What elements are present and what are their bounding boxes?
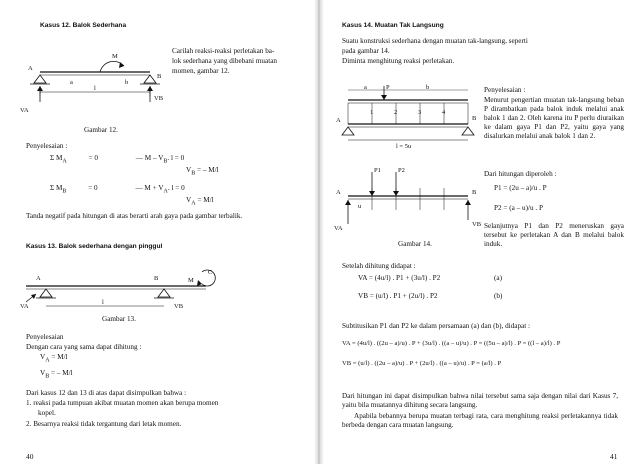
figure-13 [20, 262, 216, 312]
final-paragraph-2: Apabila bebannya berupa muatan terbagi rata, cara menghitung reaksi perletakannya tidak berbeda dengan cara muatan langsung. [342, 412, 618, 429]
case12-desc-line3: momen, gambar 12. [172, 67, 230, 75]
vb13-eq: $V_B$ = – M/l [40, 369, 73, 380]
fig12-label-VA: VA [20, 107, 29, 114]
fig14-label-span: l = 5u [396, 143, 412, 150]
fig14-label-b: b [426, 84, 430, 91]
fig14-caption: Gambar 14. [398, 240, 432, 248]
fig13-label-C: C [208, 269, 213, 276]
fig12-label-l: l [94, 85, 96, 92]
fig14-label-u: u [358, 203, 362, 210]
vb-full-equation: VB = (u/l) . ((2u – a)/u) . P + (2u/l) . ((a – u)/u) . P = (a/l) . P [342, 360, 502, 367]
fig14-label-n3: 3 [418, 109, 422, 116]
fig14-label-P2: P2 [398, 167, 405, 174]
conclusion-1a: 1. reaksi pada tumpuan akibat muatan momen akan berupa momen [26, 399, 219, 407]
solution-label: Penyelesaian : [26, 142, 68, 150]
fig13-label-VA: VA [20, 303, 29, 310]
final-paragraph-1: Dari hitungan ini dapat disimpulkan bahwa nilai tersebut sama saja dengan nilai dari Kasus 7, yaitu bila muatannya dihitung secara langsung. [342, 392, 618, 409]
case14-title: Kasus 14. Muatan Tak Langsung [342, 22, 444, 29]
fig14-label-VA: VA [334, 225, 343, 232]
fig14-label-n2: 2 [394, 109, 398, 116]
intro-line3: Diminta menghitung reaksi perletakan. [342, 57, 455, 65]
eq1: Σ $M_A = 0$ — M – $V_B$. l = 0 [50, 154, 185, 165]
fig12-label-A: A [28, 65, 33, 72]
solution13-label: Penyelesaian [26, 333, 64, 341]
fig14-label-P: P [386, 84, 390, 91]
page-number-left: 40 [26, 452, 34, 461]
fig14-label-VB: VB [472, 221, 482, 228]
conclusion-2: 2. Besarnya reaksi tidak tergantung dari letak momen. [26, 420, 182, 428]
fig14-label-P1: P1 [374, 167, 381, 174]
dari-hitungan: Dari hitungan diperoleh : [484, 170, 557, 178]
intro-line1: Suatu konstruksi sederhana dengan muatan tak-langsung, seperti [342, 37, 528, 45]
conclusion-1b: kopel. [38, 409, 56, 417]
p1-equation: P1 = (2u – a)/u . P [494, 184, 547, 192]
case12-desc-line1: Carilah reaksi-reaksi perletakan ba- [172, 47, 275, 55]
fig14-label-n1: 1 [370, 109, 374, 116]
fig12-caption: Gambar 12. [84, 126, 118, 134]
setelah-dihitung: Setelah dihitung didapat : [342, 262, 416, 270]
fig13-label-l: l [102, 299, 104, 306]
p2-equation: P2 = (a – u)/u . P [494, 204, 543, 212]
va13-eq: $V_A = M/l$ [40, 353, 68, 364]
case13-title: Kasus 13. Balok sederhana dengan pinggul [26, 243, 163, 250]
eq2b: $V_A = M/l$ [186, 196, 214, 207]
conclusion-intro: Dari kasus 12 dan 13 di atas dapat disimpulkan bahwa : [26, 389, 187, 397]
left-page [0, 0, 318, 464]
negative-note: Tanda negatif pada hitungan di atas berarti arah gaya pada gambar terbalik. [26, 212, 243, 220]
fig13-label-B: B [154, 275, 159, 282]
fig13-label-VB: VB [174, 303, 184, 310]
intro-line2: pada gambar 14. [342, 47, 390, 55]
fig14-label-a: a [364, 84, 367, 91]
vb-tag: (b) [494, 292, 503, 300]
va-tag: (a) [494, 274, 502, 282]
fig12-label-VB: VB [154, 95, 164, 102]
solution-label-right: Penyelesaian : [484, 86, 526, 94]
fig14-label-A2: A [336, 189, 341, 196]
case12-desc-line2: lok sederhana yang dibebani muatan [172, 57, 277, 65]
figure-14 [334, 84, 480, 234]
solution13-text: Dengan cara yang sama dapat dihitung : [26, 343, 142, 351]
figure-12 [20, 42, 170, 112]
solution-text-right-2: Selanjutnya P1 dan P2 meneruskan gaya tersebut ke perletakan A dan B melalui balok induk. [484, 222, 624, 248]
eq1b: $V_B$ = – M/l [186, 166, 219, 177]
eq2: Σ $M_B = 0$ — $M + V_A$. l = 0 [50, 184, 185, 195]
fig13-label-M: M [188, 277, 194, 284]
va-full-equation: VA = (4u/l) . ((2u – a)/u) . P + (3u/l) . ((a – u)/u) . P = ((5u – a)/l) . P = ((l – a)/l) . P [342, 340, 561, 347]
solution-text-right: Menurut pengertian muatan tak-langsung beban P dirambatkan pada balok induk melalui anak balok 1 dan 2. Oleh karena itu P perlu diuraikan ke dalam gaya P1 dan P2, yaitu gaya yang disalurkan melalui anak balok 1 dan 2. [484, 96, 624, 140]
fig14-label-B2: B [472, 189, 477, 196]
vb-equation: VB = (u/l) . P1 + (2u/l) . P2 [358, 292, 438, 300]
right-page [318, 0, 638, 464]
substitution-text: Subtitusikan P1 dan P2 ke dalam persamaan (a) dan (b), didapat : [342, 322, 531, 330]
fig12-label-B: B [157, 73, 162, 80]
va-equation: VA = (4u/l) . P1 + (3u/l) . P2 [358, 274, 441, 282]
fig12-label-a: a [70, 79, 73, 86]
case12-title: Kasus 12. Balok Sederhana [40, 22, 127, 29]
fig14-label-B: B [472, 115, 477, 122]
fig13-caption: Gambar 13. [102, 315, 136, 323]
page-number-right: 41 [610, 452, 618, 461]
fig14-label-n4: 4 [442, 109, 446, 116]
fig12-label-b: b [125, 79, 129, 86]
fig12-label-M: M [112, 53, 118, 60]
fig14-label-A: A [336, 117, 341, 124]
fig13-label-A: A [36, 275, 41, 282]
